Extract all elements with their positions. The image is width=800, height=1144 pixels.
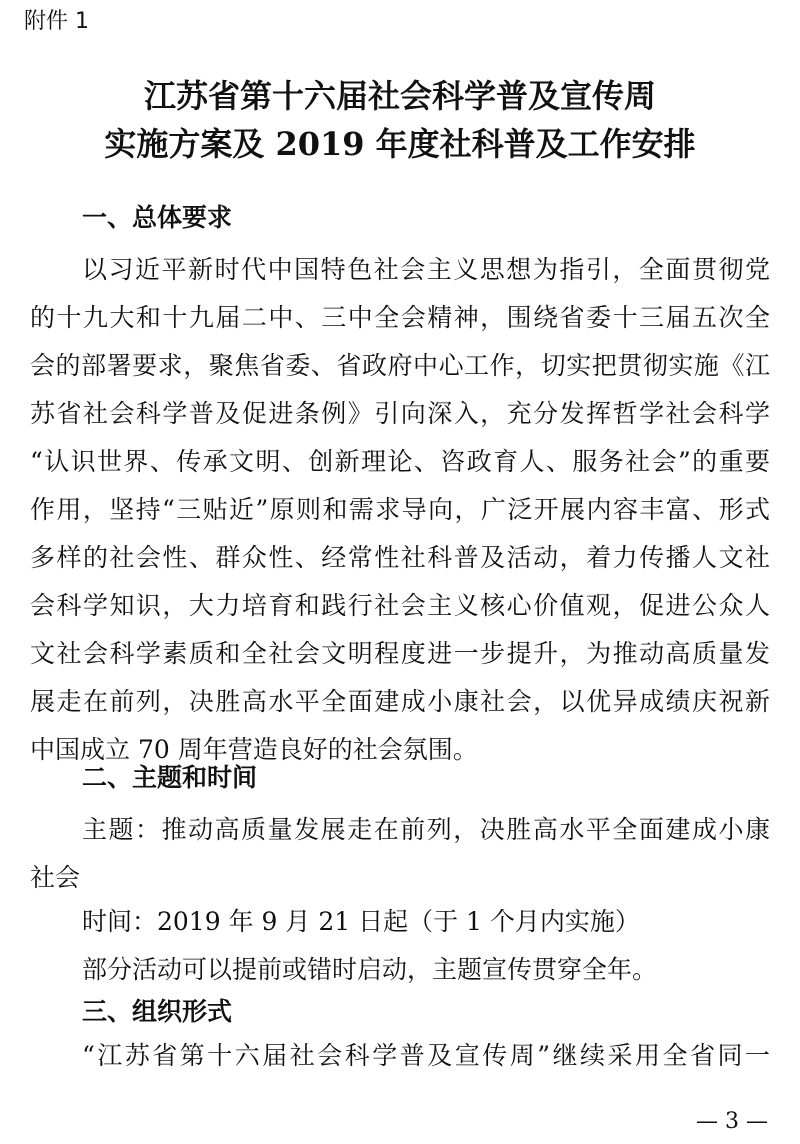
attachment-label: 附件 1 xyxy=(24,9,89,34)
paragraph-line: 多样的社会性、群众性、经常性社科普及活动，着力传播人文社 xyxy=(30,543,770,572)
paragraph-line: 作用，坚持“三贴近”原则和需求导向，广泛开展内容丰富、形式 xyxy=(30,495,770,524)
section-heading-organization-form: 三、组织形式 xyxy=(82,997,233,1026)
paragraph-line: 展走在前列，决胜高水平全面建成小康社会，以优异成绩庆祝新 xyxy=(30,687,770,716)
document-title-line-2: 实施方案及 2019 年度社科普及工作安排 xyxy=(104,125,696,163)
paragraph-line: 的十九大和十九届二中、三中全会精神，围绕省委十三届五次全 xyxy=(30,303,770,332)
schedule-note-text: 部分活动可以提前或错时启动，主题宣传贯穿全年。 xyxy=(82,955,658,984)
paragraph-line: 会科学知识，大力培育和践行社会主义核心价值观，促进公众人 xyxy=(30,591,770,620)
paragraph-line: 苏省社会科学普及促进条例》引向深入，充分发挥哲学社会科学 xyxy=(30,399,770,428)
document-title-line-1: 江苏省第十六届社会科学普及宣传周 xyxy=(143,77,656,115)
section-heading-general-requirements: 一、总体要求 xyxy=(82,203,233,232)
page-number: — 3 — xyxy=(696,1109,768,1134)
paragraph-line: “江苏省第十六届社会科学普及宣传周”继续采用全省同一 xyxy=(82,1041,770,1070)
section-paragraph-theme xyxy=(30,806,770,902)
section-paragraph-general-requirements xyxy=(30,246,770,774)
paragraph-line: 主题：推动高质量发展走在前列，决胜高水平全面建成小康 xyxy=(82,815,770,844)
paragraph-line: 文社会科学素质和全社会文明程度进一步提升，为推动高质量发 xyxy=(30,639,770,668)
section-paragraph-organization-form xyxy=(30,1032,770,1080)
paragraph-line: 社会 xyxy=(30,863,81,892)
paragraph-line: 中国成立 70 周年营造良好的社会氛围。 xyxy=(30,735,478,764)
paragraph-line: 以习近平新时代中国特色社会主义思想为指引，全面贯彻党 xyxy=(82,255,770,284)
section-heading-theme-and-time: 二、主题和时间 xyxy=(82,763,258,792)
paragraph-line: 会的部署要求，聚焦省委、省政府中心工作，切实把贯彻实施《江 xyxy=(30,351,770,380)
paragraph-line: “认识世界、传承文明、创新理论、咨政育人、服务社会”的重要 xyxy=(30,447,770,476)
event-time-text: 时间：2019 年 9 月 21 日起（于 1 个月内实施） xyxy=(82,907,640,936)
